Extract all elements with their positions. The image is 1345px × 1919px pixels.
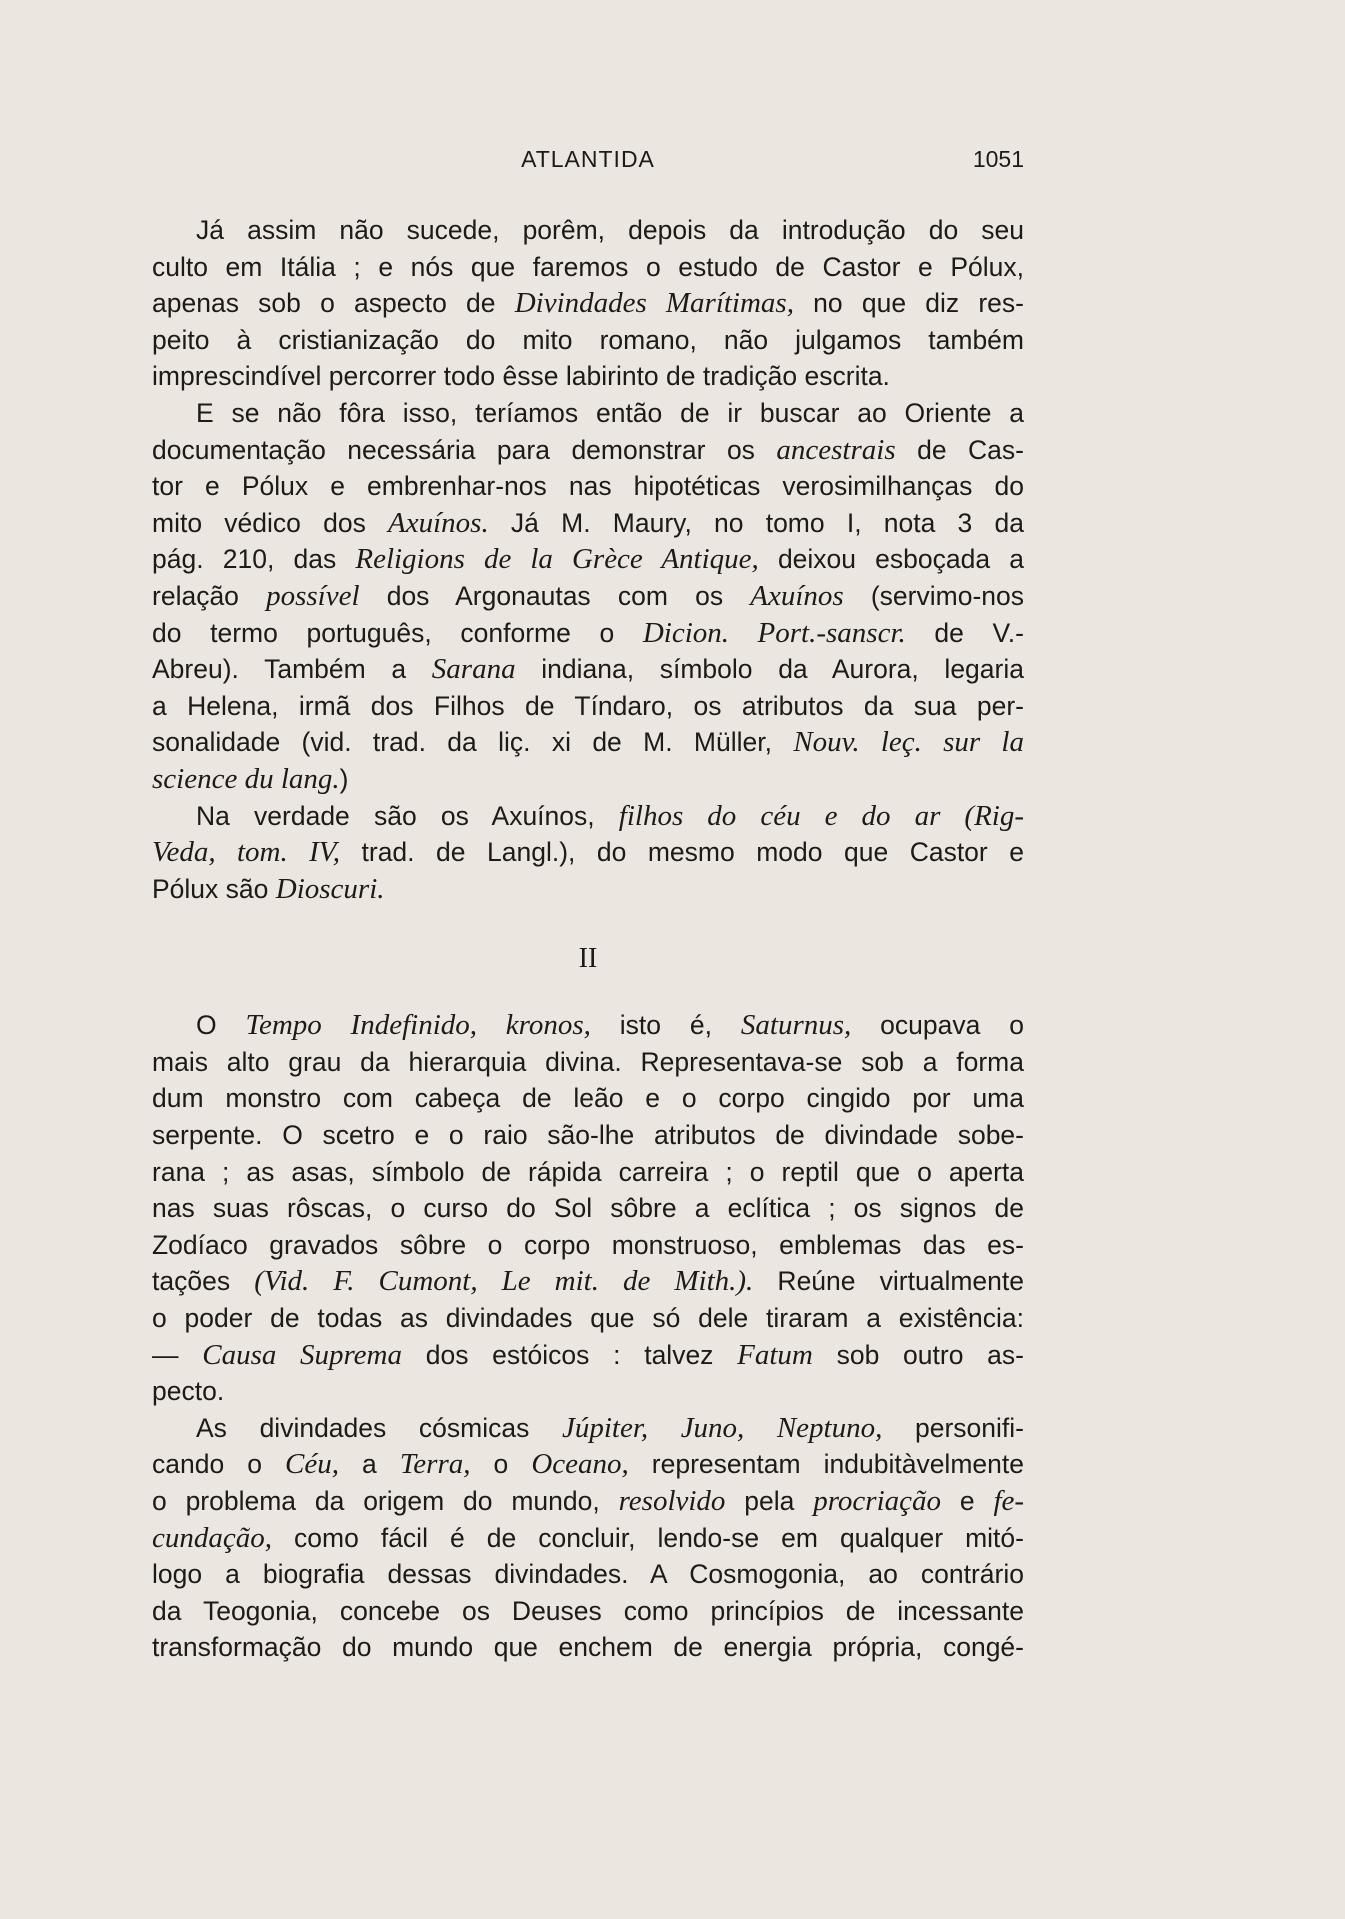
text-run: de Cas- (895, 434, 1024, 465)
text-line (152, 541, 1024, 578)
text-run: sob outro as- (812, 1339, 1024, 1370)
text-run: dos Argonautas com os (359, 580, 751, 611)
body-text (152, 212, 1024, 1666)
text-line (152, 249, 1024, 286)
text-run: Já assim não sucede, porêm, depois da introdução do seu (196, 215, 1024, 245)
italic-text: Veda, tom. IV, (152, 836, 341, 869)
text-run: pág. 210, das (152, 544, 356, 575)
text-line (152, 212, 1024, 249)
paragraph-block-2 (152, 1007, 1024, 1666)
italic-text: ancestrais (776, 433, 896, 466)
italic-text: Religions de la Grèce Antique, (355, 543, 759, 576)
text-line (152, 1446, 1024, 1483)
italic-text: possível (266, 579, 360, 612)
text-run: E se não fôra isso, teríamos então de ir buscar ao Oriente a (196, 397, 1024, 428)
text-run: cando o (152, 1449, 286, 1480)
text-line (152, 688, 1024, 725)
text-line (152, 1190, 1024, 1227)
text-line (152, 505, 1024, 542)
text-line (152, 432, 1024, 469)
text-run: imprescindível percorrer todo êsse labirinto de tradição escrita. (152, 361, 890, 392)
text-line (152, 1080, 1024, 1117)
text-line (152, 1373, 1024, 1410)
text-line (152, 834, 1024, 871)
text-run: o problema da origem do mundo, (152, 1486, 619, 1516)
text-run: As divindades cósmicas (196, 1412, 562, 1443)
text-run: mais alto grau da hierarquia divina. Representava-se sob a forma (152, 1046, 1024, 1077)
italic-text: Dicion. Port.-sanscr. (642, 616, 906, 649)
text-line (152, 615, 1024, 652)
text-run: Na verdade são os Axuínos, (196, 800, 619, 831)
text-line (152, 761, 1024, 798)
text-run: — (152, 1339, 203, 1370)
text-run: como fácil é de concluir, lendo-se em qualquer mitó- (272, 1522, 1024, 1553)
italic-text: resolvido (618, 1485, 726, 1517)
text-run: mito védico dos (152, 507, 389, 538)
text-run: indiana, símbolo da Aurora, legaria (515, 654, 1024, 685)
text-run: pela (725, 1486, 814, 1516)
text-run: no que diz res- (793, 288, 1024, 319)
italic-text: Axuínos (750, 579, 844, 612)
italic-text: Dioscuri. (275, 872, 385, 905)
text-line (152, 651, 1024, 688)
italic-text: Axuínos. (388, 506, 489, 539)
text-run: do termo português, conforme o (152, 617, 643, 648)
text-run: nas suas rôscas, o curso do Sol sôbre a eclítica ; os signos de (152, 1193, 1024, 1224)
text-run: peito à cristianização do mito romano, não julgamos também (152, 324, 1024, 355)
paragraph-block-1 (152, 212, 1024, 907)
text-run: culto em Itália ; e nós que faremos o estudo de Castor e Pólux, (152, 251, 1024, 282)
italic-text: Sarana (431, 653, 516, 686)
text-run: Reúne virtualmente (753, 1266, 1024, 1297)
italic-text: fe- (993, 1485, 1025, 1517)
text-run: o poder de todas as divindades que só dele tiraram a existência: (152, 1303, 1024, 1334)
text-line (152, 1337, 1024, 1374)
section-heading: II (578, 943, 598, 975)
text-line (152, 1556, 1024, 1593)
text-line (152, 724, 1024, 761)
text-run: dos estóicos : talvez (402, 1339, 738, 1370)
page-header (152, 146, 1024, 180)
text-run: ocupava o (851, 1010, 1024, 1041)
italic-text: Oceano, (531, 1448, 629, 1481)
italic-text: filhos do céu e do ar (Rig- (618, 799, 1024, 832)
text-run: tor e Pólux e embrenhar-nos nas hipotéticas verosimilhanças do (152, 471, 1024, 502)
text-run: rana ; as asas, símbolo de rápida carreira ; o reptil que o aperta (152, 1156, 1024, 1187)
text-run: o (470, 1449, 532, 1480)
text-line (152, 285, 1024, 322)
text-line (152, 1483, 1024, 1520)
text-run: Já M. Maury, no tomo I, nota 3 da (488, 507, 1024, 538)
text-line (152, 1154, 1024, 1191)
text-run: e (941, 1486, 994, 1516)
text-run: O (196, 1010, 246, 1041)
italic-text: Fatum (737, 1338, 813, 1371)
italic-text: (Vid. F. Cumont, Le mit. de Mith.). (254, 1265, 754, 1298)
text-run: logo a biografia dessas divindades. A Cosmogonia, ao contrário (152, 1559, 1024, 1590)
italic-text: Tempo Indefinido, kronos, (245, 1009, 591, 1042)
text-run: representam indubitàvelmente (628, 1449, 1024, 1480)
text-line (152, 358, 1024, 395)
text-run: tações (152, 1266, 255, 1297)
text-run: ) (339, 763, 349, 794)
italic-text: science du lang. (152, 762, 340, 795)
italic-text: Júpiter, Juno, Neptuno, (561, 1411, 883, 1444)
italic-text: Causa Suprema (202, 1338, 402, 1371)
text-run: (servimo-nos (843, 580, 1024, 611)
text-run: transformação do mundo que enchem de energia própria, congé- (152, 1632, 1024, 1663)
text-run: Zodíaco gravados sôbre o corpo monstruoso, emblemas das es- (152, 1229, 1024, 1260)
text-run: relação (152, 580, 267, 611)
text-line (152, 395, 1024, 432)
italic-text: procriação (813, 1485, 942, 1517)
text-run: a (339, 1449, 400, 1480)
text-line (152, 578, 1024, 615)
italic-text: Saturnus, (740, 1009, 852, 1042)
text-run: apenas sob o aspecto de (152, 288, 515, 319)
running-title: ATLANTIDA (521, 146, 655, 172)
text-run: da Teogonia, concebe os Deuses como princípios de incessante (152, 1595, 1024, 1626)
text-run: a Helena, irmã dos Filhos de Tíndaro, os atributos da sua per- (152, 690, 1024, 721)
text-line (152, 1227, 1024, 1264)
text-run: de V.- (905, 617, 1024, 648)
text-run: Pólux são (152, 873, 276, 904)
text-run: dum monstro com cabeça de leão e o corpo cingido por uma (152, 1083, 1024, 1114)
text-line (152, 1410, 1024, 1447)
text-line (152, 1044, 1024, 1081)
italic-text: Nouv. leç. sur la (793, 726, 1024, 759)
text-line (152, 1007, 1024, 1044)
italic-text: Céu, (285, 1448, 339, 1481)
text-run: trad. de Langl.), do mesmo modo que Castor e (340, 837, 1024, 868)
text-line (152, 798, 1024, 835)
text-line (152, 871, 1024, 908)
text-line (152, 1300, 1024, 1337)
text-line (152, 1520, 1024, 1557)
italic-text: Divindades Marítimas, (514, 287, 794, 320)
text-run: sonalidade (vid. trad. da liç. xi de M. Müller, (152, 727, 794, 758)
text-run: personifi- (882, 1412, 1024, 1443)
text-line (152, 468, 1024, 505)
text-run: pecto. (152, 1376, 225, 1407)
italic-text: cundação, (152, 1521, 272, 1554)
text-run: serpente. O scetro e o raio são-lhe atributos de divindade sobe- (152, 1120, 1024, 1151)
text-line (152, 1593, 1024, 1630)
page-number: 1051 (972, 146, 1024, 172)
text-line (152, 1263, 1024, 1300)
italic-text: Terra, (399, 1448, 471, 1481)
text-run: Abreu). Também a (152, 654, 432, 685)
text-run: documentação necessária para demonstrar os (152, 434, 777, 465)
text-run: deixou esboçada a (758, 544, 1025, 575)
text-line (152, 1117, 1024, 1154)
text-line (152, 1629, 1024, 1666)
text-run: isto é, (590, 1010, 741, 1041)
text-line (152, 322, 1024, 359)
